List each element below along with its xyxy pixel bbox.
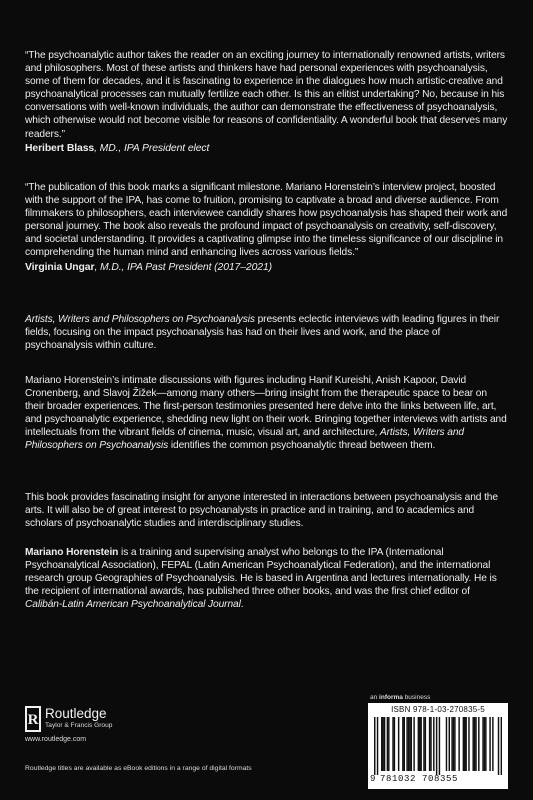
description-text: Mariano Horenstein’s intimate discussions with figures including Hanif Kureishi, Anish Kapoor, David Cronenberg, and Slavoj Žižek—among many others—bring insight from the therapeutic space to bear on their broader experiences. The first-person testimonies presented here delve into the links between life, art, and psychoanalytic experience, shedding new light on their work. Bringing together interviews with artists and intellectuals from the vibrant fields of cinema, music, visual art, and architecture, <box>25 375 507 439</box>
barcode-bar <box>419 717 420 771</box>
author-name: Mariano Horenstein <box>25 547 119 558</box>
isbn-label: ISBN 978-1-03-270835-5 <box>391 705 485 714</box>
publisher-url: www.routledge.com <box>25 736 87 743</box>
routledge-logo-icon <box>25 706 41 732</box>
barcode-bar <box>446 717 447 771</box>
barcode-bar <box>465 717 466 771</box>
description-text: This book provides fascinating insight for anyone interested in interactions between psychoanalysis and the arts. It will also be of great interest to psychoanalysts in practice and in training, and to academics and scholars of psychoanalytic studies and interdisciplinary studies. <box>25 492 498 530</box>
svg-text:R: R <box>27 712 39 728</box>
description-text: identifies the common psychoanalytic thread between them. <box>168 440 436 452</box>
barcode-bars <box>374 717 502 775</box>
barcode-bar <box>402 717 403 771</box>
book-title: Artists, Writers and Philosophers on Psychoanalysis <box>25 314 255 325</box>
barcode-bar <box>485 717 486 771</box>
barcode-bar <box>381 717 382 771</box>
barcode-bar <box>387 717 388 771</box>
endorsement-quote: “The psychoanalytic author takes the reader on an exciting journey to internationally renowned artists, writers and philosophers. Most of these artists and thinkers have had personal experiences with psychoanalysis, some of them for decades, and it is fascinating to experience in the dialogues how much artistic-creative and psychoanalytical processes can mutually fertilize each other. Is this an elitist undertaking? No, because in his conversations with well-known individuals, the author can demonstrate the effectiveness of psychoanalysis, which otherwise would not become visible for reasons of confidentiality. A wonderful book that deserves many readers.” <box>25 50 508 140</box>
endorser-role: , M.D., IPA Past President (2017–2021) <box>94 261 272 273</box>
barcode-bar <box>439 717 440 775</box>
barcode-bar <box>413 717 414 771</box>
barcode-bar <box>423 717 424 771</box>
barcode-bar <box>498 717 499 775</box>
barcode-bar <box>382 717 383 771</box>
barcode-bar <box>433 717 434 771</box>
bio-text: is a training and supervising analyst who belongs to the IPA (International Psychoanalytical Association), FEPAL (Latin American Psychoanalytical Federation), and the international research group Geographies of Psychoanalysis. He is based in Argentina and lectures internationally. He is the recipient of international awards, has published three other books, and was the first chief editor of <box>25 547 497 598</box>
barcode-bar <box>453 717 454 771</box>
description-paragraph-1 <box>25 313 508 352</box>
barcode-bar <box>377 717 378 775</box>
barcode-bar <box>374 717 375 775</box>
barcode-bar <box>475 717 476 771</box>
endorsement-quote: “The publication of this book marks a significant milestone. Mariano Horenstein’s interview project, boosted with the support of the IPA, has come to fruition, promising to captivate a broad and diverse audience. From filmmakers to philosophers, each interviewee candidly shares how psychoanalysis has shaped their work and personal journey. The book also reveals the profound impact of psychoanalysis on creativity, self-discovery, and societal understanding. It provides a captivating glimpse into the timeless significance of our discipline in comprehending the human mind and enhancing lives across various fields.” <box>25 182 508 259</box>
barcode-bar <box>420 717 421 771</box>
barcode-bar <box>404 717 405 771</box>
endorser-name: Virginia Ungar <box>25 261 95 273</box>
barcode-bar <box>458 717 459 771</box>
description-paragraph-2 <box>25 374 508 453</box>
barcode-bar <box>409 717 410 771</box>
barcode-bar <box>398 717 399 771</box>
barcode-bar <box>464 717 465 771</box>
description-paragraph-3 <box>25 491 508 530</box>
bio-text: . <box>240 599 244 611</box>
ebook-note: Routledge titles are available as eBook editions in a range of digital formats <box>25 765 252 772</box>
barcode-bar <box>411 717 412 771</box>
barcode-bar <box>451 717 452 771</box>
endorsement-attribution <box>25 142 508 155</box>
author-bio <box>25 546 508 611</box>
barcode-bar <box>454 717 455 771</box>
barcode-bar <box>388 717 389 771</box>
barcode-bar <box>449 717 450 771</box>
barcode-bar <box>492 717 493 771</box>
journal-title: Calibán-Latin American Psychoanalytical Journal <box>25 599 241 611</box>
isbn-digits: 9 781032 708355 <box>370 774 459 784</box>
barcode-bar <box>429 717 430 771</box>
barcode-bar <box>484 717 485 771</box>
endorsement-2 <box>25 181 508 274</box>
endorser-role: , MD., IPA President elect <box>94 142 210 154</box>
description-text: presents eclectic interviews with leading figures in their fields, focusing on the impact psychoanalysis has had on their lives and work, and the place of psychoanalysis within culture. <box>25 314 500 352</box>
endorsement-attribution <box>25 261 508 274</box>
barcode-bar <box>408 717 409 771</box>
barcode-bar <box>501 717 502 775</box>
barcode-bar <box>482 717 483 771</box>
barcode-bar <box>463 717 464 771</box>
barcode-bar <box>474 717 475 771</box>
isbn-barcode <box>368 703 508 789</box>
barcode-bar <box>392 717 393 771</box>
publisher-group: Taylor & Francis Group <box>45 722 113 729</box>
barcode-bar <box>489 717 490 771</box>
barcode-bar <box>430 717 431 771</box>
informa-business-label: an informa business <box>370 694 431 701</box>
publisher-logo <box>25 706 225 746</box>
barcode-bar <box>472 717 473 771</box>
publisher-name: Routledge <box>45 706 107 721</box>
barcode-bar <box>406 717 407 771</box>
barcode-bar <box>468 717 469 771</box>
endorser-name: Heribert Blass <box>25 142 95 154</box>
barcode-bar <box>478 717 479 771</box>
barcode-bar <box>384 717 385 771</box>
barcode-bar <box>425 717 426 771</box>
endorsement-1 <box>25 49 508 155</box>
barcode-bar <box>418 717 419 771</box>
barcode-bar <box>394 717 395 771</box>
barcode-bar <box>436 717 437 775</box>
book-title: Artists, Writers and Philosophers on Psychoanalysis <box>25 427 464 452</box>
